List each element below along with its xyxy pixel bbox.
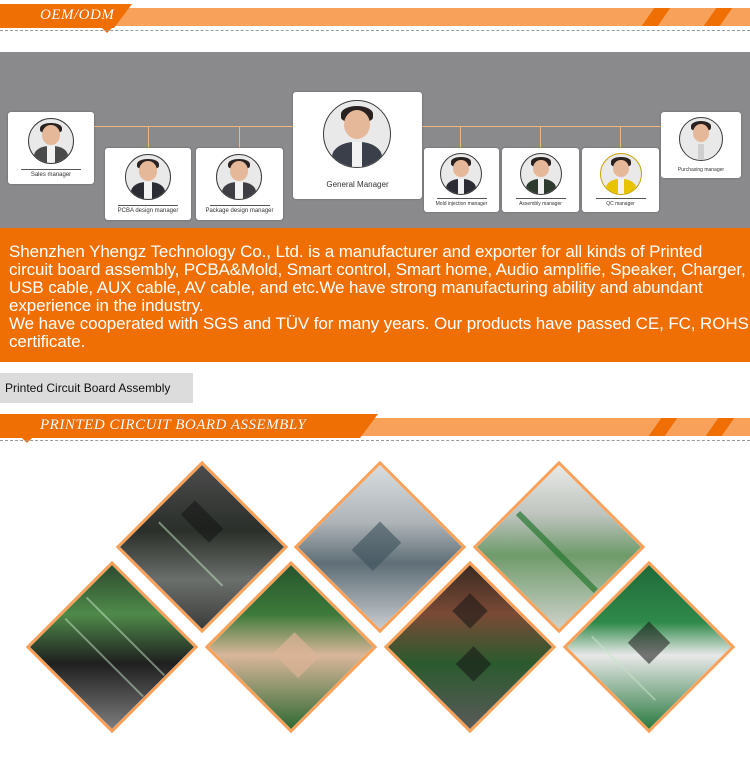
card-mold-injection-manager (424, 148, 499, 212)
company-description (0, 228, 750, 362)
org-chart (0, 52, 750, 228)
general-manager-avatar (323, 100, 391, 168)
banner-divider (0, 30, 750, 31)
banner-divider (0, 440, 750, 441)
org-connector (620, 126, 621, 150)
card-package-design-manager (196, 148, 283, 220)
pcba-banner (0, 414, 750, 438)
card-general-manager (293, 92, 422, 199)
oem-odm-title: OEM/ODM (40, 7, 115, 23)
purchasing-manager-avatar (679, 117, 723, 161)
description-paragraph-2: We have cooperated with SGS and TÜV for many years. Our products have passed CE, FC, ROHS certificate. (9, 314, 749, 351)
package-design-manager-avatar (216, 154, 262, 200)
mold-injection-manager-avatar (440, 153, 482, 195)
pcba-design-manager-label: PCBA design manager (117, 208, 179, 214)
package-design-manager-label: Package design manager (205, 208, 274, 214)
pcba-title: PRINTED CIRCUIT BOARD ASSEMBLY (40, 417, 307, 433)
mold-injection-manager-label: Mold injection manager (435, 201, 488, 207)
card-pcba-design-manager (105, 148, 191, 220)
general-manager-label: General Manager (326, 180, 389, 189)
description-paragraph-1: Shenzhen Yhengz Technology Co., Ltd. is a manufacturer and exporter for all kinds of Printed circuit board assembly, PCBA&Mold, Smart control, Smart home, Audio amplifie, Speaker, Charger, USB cable, AUX cable, AV cable, and etc.We have strong manufacturing ability and abundant experience in the industry. (9, 242, 746, 315)
tab-printed-circuit-board-assembly[interactable]: Printed Circuit Board Assembly (0, 373, 193, 403)
card-divider (516, 198, 566, 199)
org-connector (460, 126, 461, 150)
card-divider (437, 198, 487, 199)
pcba-design-manager-avatar (125, 154, 171, 200)
card-divider (210, 205, 270, 206)
qc-manager-label: QC manager (606, 201, 635, 207)
pcba-photo-collage (0, 446, 750, 758)
oem-odm-banner (0, 4, 750, 28)
purchasing-manager-label: Purchasing manager (677, 167, 725, 173)
org-connector (239, 126, 240, 150)
sales-manager-avatar (28, 118, 74, 164)
assembly-manager-avatar (520, 153, 562, 195)
qc-manager-avatar (600, 153, 642, 195)
sales-manager-label: Sales manager (30, 172, 72, 178)
card-purchasing-manager (661, 112, 741, 178)
card-divider (596, 198, 646, 199)
card-assembly-manager (502, 148, 579, 212)
description-text (9, 243, 749, 351)
card-divider (118, 205, 178, 206)
card-divider (21, 169, 81, 170)
card-qc-manager (582, 148, 659, 212)
org-connector (540, 126, 541, 150)
org-connector (148, 126, 149, 150)
assembly-manager-label: Assembly manager (519, 201, 562, 207)
card-sales-manager (8, 112, 94, 184)
